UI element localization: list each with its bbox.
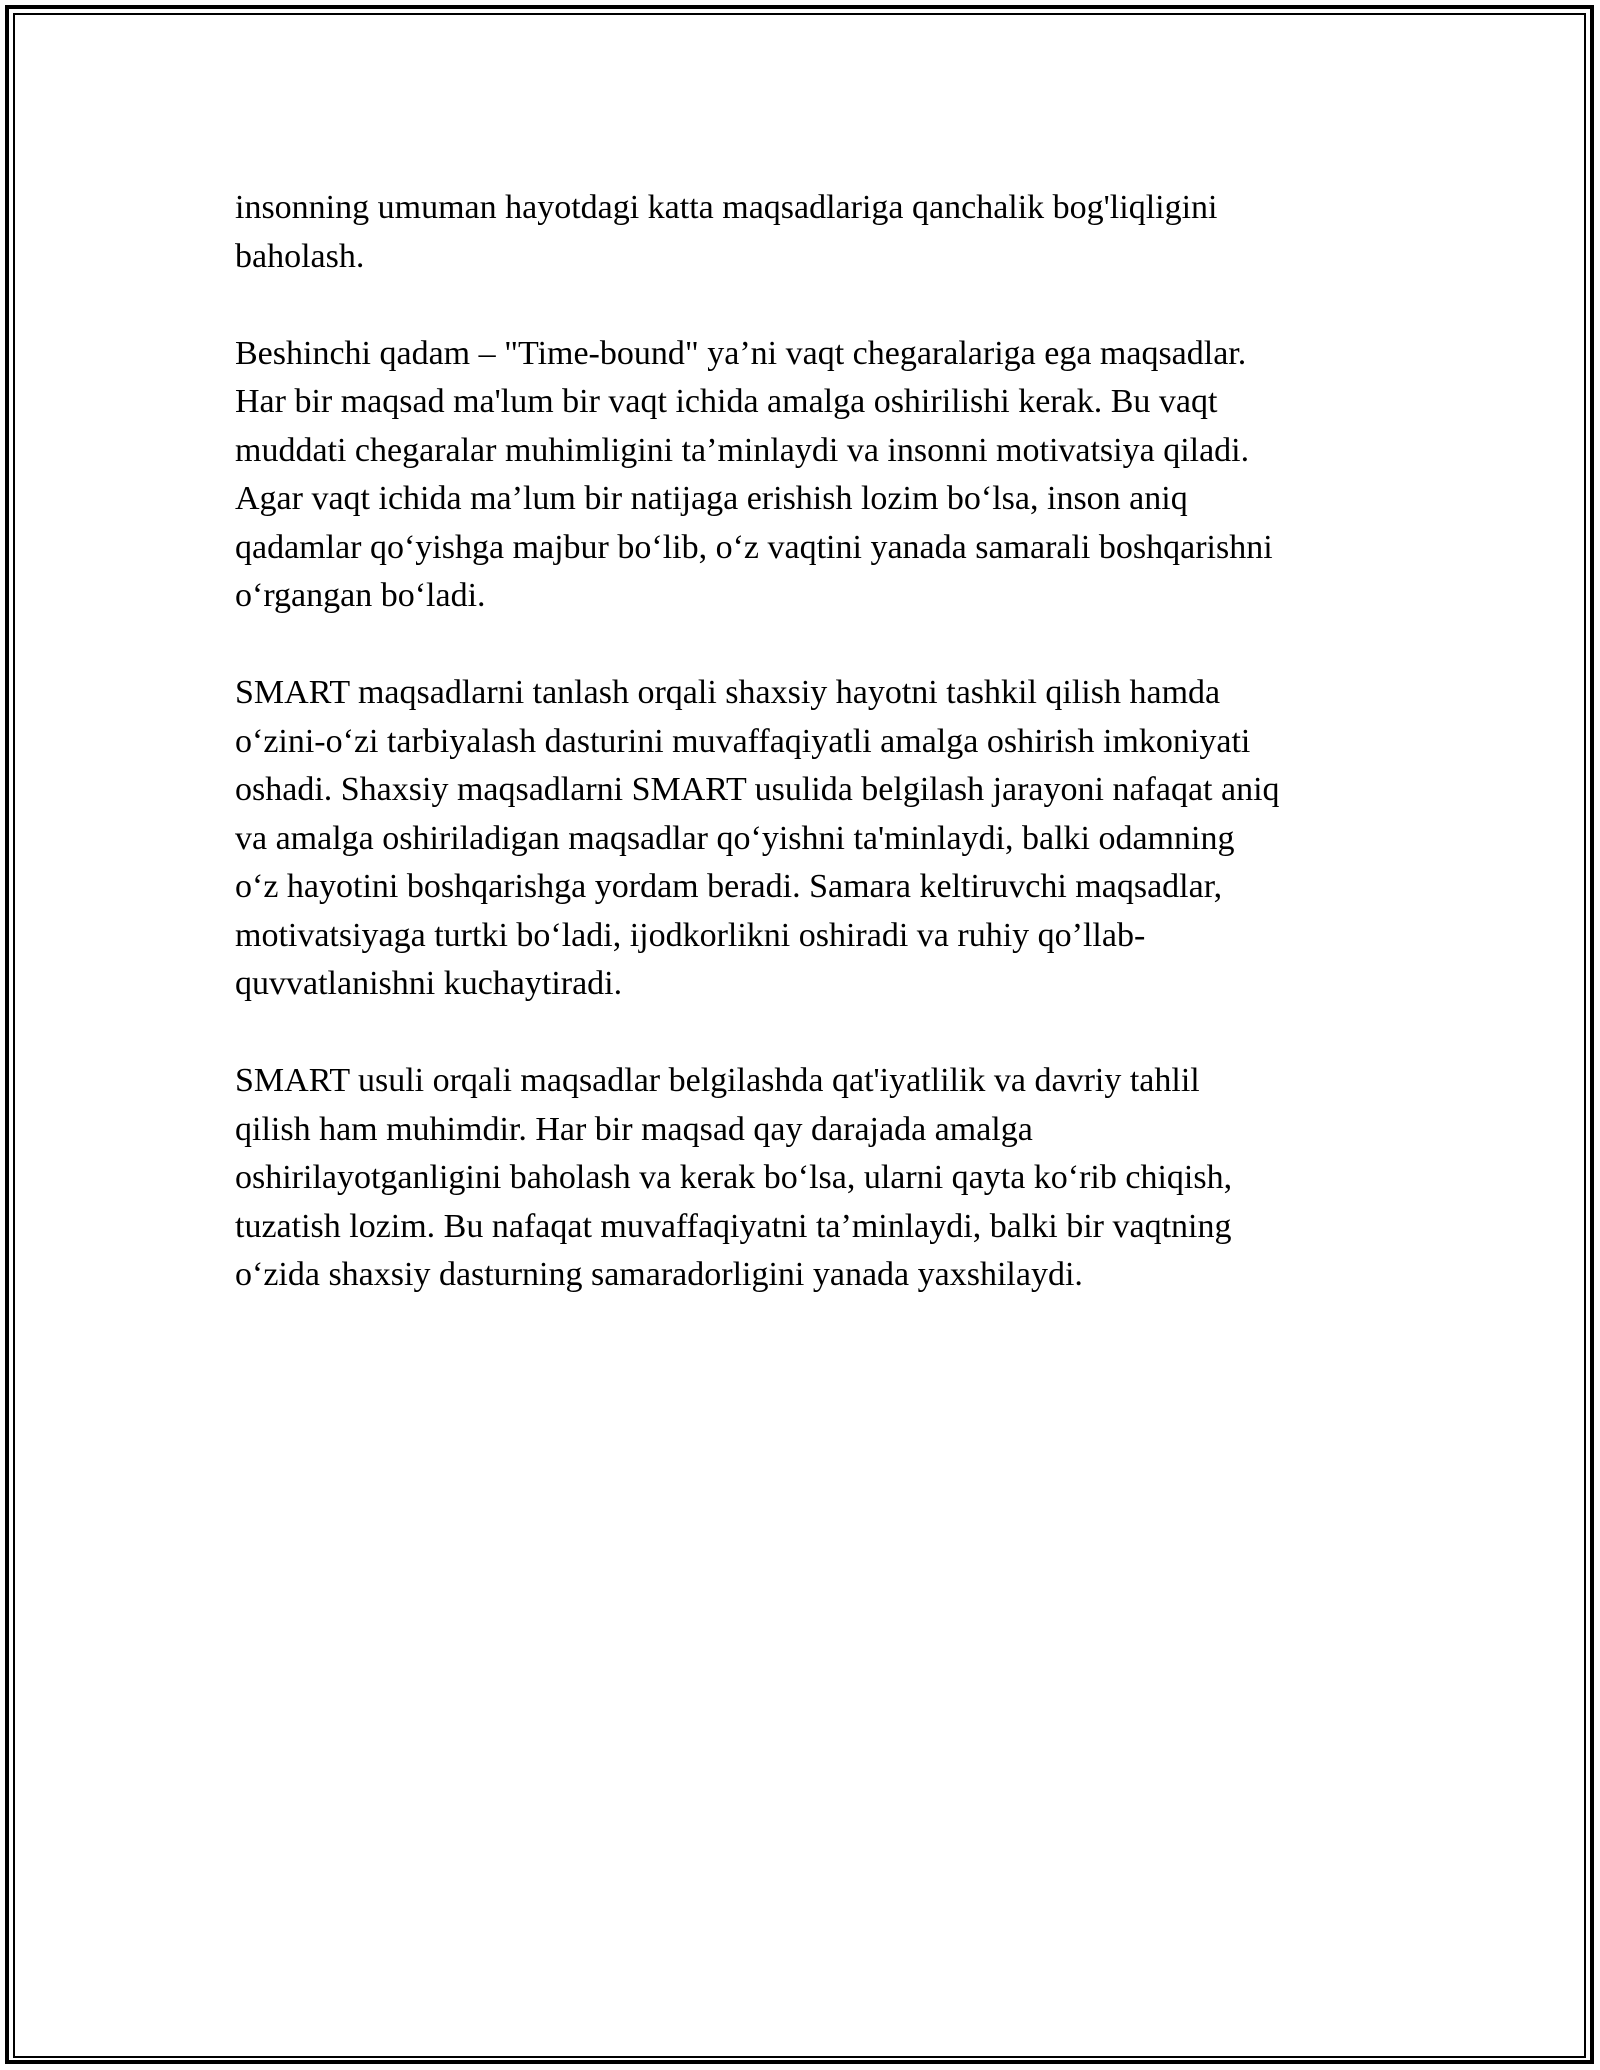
text-line: SMART maqsadlarni tanlash orqali shaxsiy hayotni tashkil qilish hamda	[235, 674, 1221, 711]
paragraph-3	[235, 669, 1385, 1009]
text-line: Har bir maqsad ma'lum bir vaqt ichida amalga oshirilishi kerak. Bu vaqt	[235, 383, 1218, 420]
text-line: quvvatlanishni kuchaytiradi.	[235, 965, 623, 1002]
text-line: va amalga oshiriladigan maqsadlar qo‘yishni ta'minlaydi, balki odamning	[235, 819, 1235, 857]
document-body	[235, 184, 1385, 1348]
paragraph-2	[235, 330, 1385, 621]
text-line: qadamlar qo‘yishga majbur bo‘lib, o‘z vaqtini yanada samarali boshqarishni	[235, 528, 1273, 566]
text-line: SMART usuli orqali maqsadlar belgilashda qat'iyatlilik va davriy tahlil	[235, 1062, 1200, 1099]
text-line: baholash.	[235, 237, 365, 275]
text-line: qilish ham muhimdir. Har bir maqsad qay darajada amalga	[235, 1110, 1033, 1148]
text-line: tuzatish lozim. Bu nafaqat muvaffaqiyatni ta’minlaydi, balki bir vaqtning	[235, 1207, 1232, 1245]
text-line: o‘rgangan bo‘ladi.	[235, 577, 486, 614]
text-line: Agar vaqt ichida ma’lum bir natijaga erishish lozim bo‘lsa, inson aniq	[235, 480, 1188, 517]
text-line: Beshinchi qadam – "Time-bound" ya’ni vaqt chegaralariga ega maqsadlar.	[235, 334, 1247, 372]
text-line: muddati chegaralar muhimligini ta’minlaydi va insonni motivatsiya qiladi.	[235, 431, 1250, 469]
text-line: oshadi. Shaxsiy maqsadlarni SMART usulida belgilash jarayoni nafaqat aniq	[235, 771, 1280, 808]
text-line: oshirilayotganligini baholash va kerak bo‘lsa, ularni qayta ko‘rib chiqish,	[235, 1159, 1233, 1196]
text-line: insonning umuman hayotdagi katta maqsadlariga qanchalik bog'liqligini	[235, 189, 1218, 226]
paragraph-1	[235, 184, 1385, 281]
text-line: o‘zini-o‘zi tarbiyalash dasturini muvaffaqiyatli amalga oshirish imkoniyati	[235, 722, 1251, 760]
paragraph-4	[235, 1057, 1385, 1300]
text-line: o‘z hayotini boshqarishga yordam beradi. Samara keltiruvchi maqsadlar,	[235, 868, 1223, 905]
text-line: o‘zida shaxsiy dasturning samaradorligini yanada yaxshilaydi.	[235, 1256, 1083, 1293]
text-line: motivatsiyaga turtki bo‘ladi, ijodkorlikni oshiradi va ruhiy qo’llab-	[235, 916, 1146, 954]
